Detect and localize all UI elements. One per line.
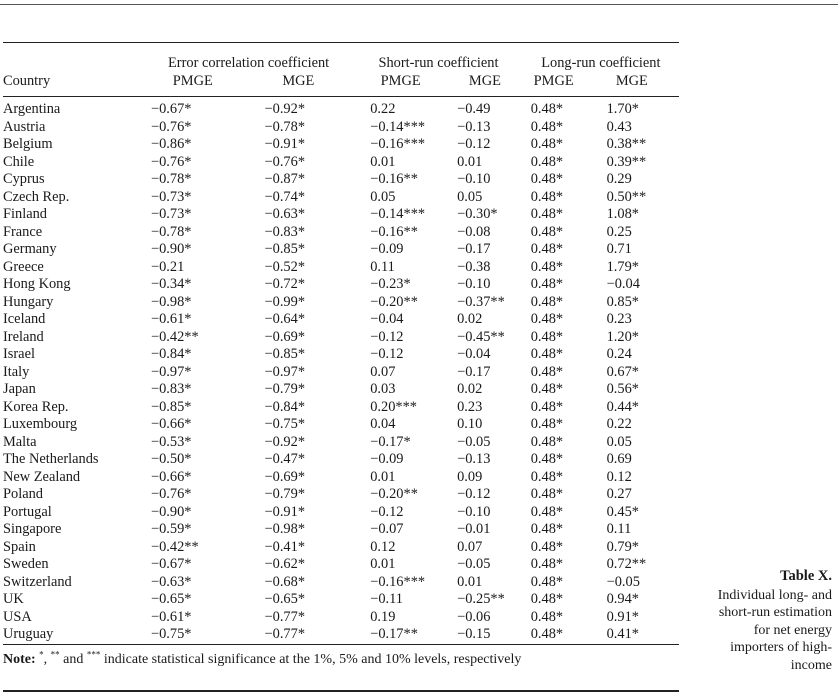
cell-sr-pmge: 0.04 xyxy=(370,416,396,432)
cell-lr-pmge: 0.48* xyxy=(530,626,564,642)
table-row xyxy=(3,574,679,592)
cell-sr-mge: −0.05 xyxy=(457,556,491,572)
cell-ec-mge: −0.74* xyxy=(264,188,306,205)
cell-sr-pmge: −0.20** xyxy=(370,293,418,310)
cell-country: Malta xyxy=(3,433,37,450)
table-row xyxy=(3,486,679,504)
cell-lr-mge: 0.29 xyxy=(606,171,632,187)
cell-ec-pmge: −0.53* xyxy=(151,433,192,450)
cell-country: Luxembourg xyxy=(3,416,78,432)
cell-ec-mge: −0.91* xyxy=(264,136,306,152)
cell-country: The Netherlands xyxy=(3,451,99,467)
cell-sr-mge: 0.02 xyxy=(457,381,483,397)
header-ec-mge: MGE xyxy=(282,72,315,89)
cell-ec-mge: −0.69* xyxy=(264,328,306,345)
cell-ec-pmge: −0.85* xyxy=(151,398,192,415)
cell-ec-mge: −0.79* xyxy=(264,486,306,502)
cell-lr-mge: 1.08* xyxy=(606,206,639,222)
cell-ec-mge: −0.98* xyxy=(264,521,306,537)
cell-sr-pmge: 0.01 xyxy=(370,556,396,572)
cell-ec-pmge: −0.73* xyxy=(151,206,192,222)
cell-sr-mge: −0.10 xyxy=(457,276,491,292)
cell-sr-pmge: 0.11 xyxy=(370,258,395,275)
cell-sr-pmge: −0.17* xyxy=(370,433,411,450)
cell-lr-mge: 1.20* xyxy=(606,328,639,345)
note-sup-1: * xyxy=(39,648,44,659)
cell-ec-mge: −0.64* xyxy=(264,311,306,327)
table-row xyxy=(3,521,679,539)
cell-sr-pmge: 0.05 xyxy=(370,188,396,205)
header-sr-pmge: PMGE xyxy=(380,72,421,89)
cell-sr-pmge: 0.12 xyxy=(370,538,396,555)
cell-country: Italy xyxy=(3,363,30,380)
cell-lr-pmge: 0.48* xyxy=(530,451,564,467)
cell-ec-mge: −0.79* xyxy=(264,381,306,397)
cell-sr-mge: 0.01 xyxy=(457,573,483,590)
cell-lr-mge: 0.44* xyxy=(606,398,639,415)
note-label: Note: xyxy=(3,651,36,667)
cell-ec-pmge: −0.65* xyxy=(151,591,192,607)
cell-sr-pmge: 0.19 xyxy=(370,608,396,625)
cell-lr-mge: 0.79* xyxy=(606,538,639,555)
cell-sr-mge: −0.04 xyxy=(457,346,491,362)
cell-lr-pmge: 0.48* xyxy=(530,433,564,450)
cell-ec-mge: −0.65* xyxy=(264,591,306,607)
cell-lr-mge: 0.39** xyxy=(606,153,647,170)
caption-line: Individual long- and xyxy=(717,587,832,603)
cell-ec-mge: −0.41* xyxy=(264,538,306,555)
cell-country: Sweden xyxy=(3,556,49,572)
table-row xyxy=(3,556,679,574)
cell-lr-pmge: 0.48* xyxy=(530,346,564,362)
cell-lr-mge: −0.04 xyxy=(606,276,640,292)
cell-country: New Zealand xyxy=(3,468,81,485)
cell-lr-pmge: 0.48* xyxy=(530,206,564,222)
cell-lr-mge: 0.43 xyxy=(606,118,632,135)
cell-sr-pmge: −0.16*** xyxy=(370,136,426,152)
cell-lr-mge: 0.45* xyxy=(606,503,639,520)
cell-country: Ireland xyxy=(3,328,44,345)
cell-country: Iceland xyxy=(3,311,46,327)
header-ec-pmge: PMGE xyxy=(172,72,213,89)
cell-sr-pmge: −0.16** xyxy=(370,223,418,240)
cell-ec-pmge: −0.76* xyxy=(151,153,192,170)
header-group-error-correlation: Error correlation coefficient xyxy=(168,55,330,71)
cell-ec-pmge: −0.67* xyxy=(151,556,192,572)
cell-ec-mge: −0.85* xyxy=(264,346,306,362)
cell-lr-mge: 0.23 xyxy=(606,311,632,327)
table-row xyxy=(3,171,679,189)
cell-ec-mge: −0.84* xyxy=(264,398,306,415)
cell-country: Poland xyxy=(3,486,43,502)
table-row xyxy=(3,399,679,417)
cell-ec-mge: −0.77* xyxy=(264,626,306,642)
cell-ec-mge: −0.87* xyxy=(264,171,306,187)
table-row xyxy=(3,136,679,154)
cell-sr-mge: −0.12 xyxy=(457,486,491,502)
table-row xyxy=(3,591,679,609)
cell-country: Japan xyxy=(3,381,36,397)
header-lr-mge: MGE xyxy=(615,72,648,89)
cell-ec-mge: −0.92* xyxy=(264,433,306,450)
table-row xyxy=(3,311,679,329)
cell-sr-mge: −0.30* xyxy=(457,206,498,222)
header-group-row xyxy=(3,43,679,73)
cell-country: UK xyxy=(3,591,24,607)
cell-lr-mge: 1.70* xyxy=(606,101,639,117)
cell-sr-mge: 0.01 xyxy=(457,153,483,170)
cell-lr-pmge: 0.48* xyxy=(530,171,564,187)
cell-sr-mge: −0.17 xyxy=(457,363,491,380)
note-text: indicate statistical significance at the 1%, 5% and 10% levels, respectively xyxy=(100,651,522,667)
cell-sr-mge: 0.07 xyxy=(457,538,483,555)
cell-lr-pmge: 0.48* xyxy=(530,118,564,135)
cell-sr-mge: −0.15 xyxy=(457,626,491,642)
cell-lr-mge: 0.25 xyxy=(606,223,632,240)
cell-lr-mge: 0.56* xyxy=(606,381,639,397)
cell-lr-pmge: 0.48* xyxy=(530,556,564,572)
cell-sr-mge: 0.02 xyxy=(457,311,483,327)
cell-sr-mge: −0.45** xyxy=(457,328,505,345)
cell-ec-mge: −0.83* xyxy=(264,223,306,240)
cell-ec-pmge: −0.78* xyxy=(151,223,192,240)
table-row xyxy=(3,189,679,207)
cell-lr-pmge: 0.48* xyxy=(530,153,564,170)
results-table xyxy=(3,42,679,672)
cell-country: Uruguay xyxy=(3,626,54,642)
cell-lr-mge: 0.67* xyxy=(606,363,639,380)
table-row xyxy=(3,416,679,434)
table-row xyxy=(3,346,679,364)
cell-sr-pmge: 0.07 xyxy=(370,363,396,380)
cell-sr-pmge: −0.09 xyxy=(370,451,404,467)
cell-country: Argentina xyxy=(3,101,61,117)
cell-sr-mge: −0.01 xyxy=(457,521,491,537)
cell-lr-mge: −0.05 xyxy=(606,573,640,590)
cell-ec-pmge: −0.61* xyxy=(151,311,192,327)
cell-sr-mge: −0.37** xyxy=(457,293,505,310)
header-country: Country xyxy=(3,72,51,89)
cell-lr-mge: 0.72** xyxy=(606,556,647,572)
cell-lr-mge: 0.27 xyxy=(606,486,632,502)
cell-sr-pmge: −0.04 xyxy=(370,311,404,327)
cell-ec-pmge: −0.86* xyxy=(151,136,192,152)
cell-sr-mge: −0.06 xyxy=(457,608,491,625)
cell-lr-pmge: 0.48* xyxy=(530,363,564,380)
cell-ec-pmge: −0.84* xyxy=(151,346,192,362)
cell-sr-mge: 0.23 xyxy=(457,398,483,415)
cell-sr-pmge: 0.01 xyxy=(370,468,396,485)
cell-lr-mge: 0.41* xyxy=(606,626,639,642)
cell-sr-mge: −0.12 xyxy=(457,136,491,152)
cell-lr-pmge: 0.48* xyxy=(530,276,564,292)
cell-lr-mge: 0.71 xyxy=(606,241,632,257)
cell-ec-mge: −0.52* xyxy=(264,258,306,275)
cell-sr-pmge: 0.20*** xyxy=(370,398,417,415)
cell-ec-pmge: −0.61* xyxy=(151,608,192,625)
cell-sr-pmge: −0.17** xyxy=(370,626,418,642)
table-body xyxy=(3,97,679,645)
header-group-short-run: Short-run coefficient xyxy=(378,55,499,71)
table-caption xyxy=(682,568,832,675)
cell-lr-pmge: 0.48* xyxy=(530,468,564,485)
note-row xyxy=(3,644,679,672)
cell-ec-pmge: −0.42** xyxy=(151,538,199,555)
cell-sr-pmge: −0.20** xyxy=(370,486,418,502)
cell-ec-mge: −0.62* xyxy=(264,556,306,572)
cell-ec-pmge: −0.97* xyxy=(151,363,192,380)
cell-lr-mge: 0.11 xyxy=(606,521,632,537)
cell-lr-mge: 1.79* xyxy=(606,258,639,275)
cell-country: Cyprus xyxy=(3,171,45,187)
cell-sr-pmge: −0.14*** xyxy=(370,206,426,222)
cell-sr-mge: −0.25** xyxy=(457,591,505,607)
cell-lr-pmge: 0.48* xyxy=(530,538,564,555)
cell-sr-mge: −0.13 xyxy=(457,118,491,135)
cell-lr-mge: 0.38** xyxy=(606,136,647,152)
note-cell xyxy=(3,644,679,672)
table-row xyxy=(3,381,679,399)
cell-lr-pmge: 0.48* xyxy=(530,311,564,327)
table-row xyxy=(3,364,679,382)
caption-line: for net energy xyxy=(753,622,832,638)
cell-ec-pmge: −0.90* xyxy=(151,241,192,257)
cell-lr-pmge: 0.48* xyxy=(530,486,564,502)
cell-ec-pmge: −0.73* xyxy=(151,188,192,205)
table-row xyxy=(3,451,679,469)
table-row xyxy=(3,119,679,137)
cell-country: Austria xyxy=(3,118,46,135)
cell-ec-mge: −0.97* xyxy=(264,363,306,380)
cell-lr-pmge: 0.48* xyxy=(530,608,564,625)
cell-ec-pmge: −0.78* xyxy=(151,171,192,187)
cell-country: Hungary xyxy=(3,293,54,310)
cell-ec-mge: −0.69* xyxy=(264,468,306,485)
caption-line: short-run estimation xyxy=(718,605,832,621)
cell-country: Greece xyxy=(3,258,44,275)
cell-ec-pmge: −0.34* xyxy=(151,276,192,292)
table-row xyxy=(3,434,679,452)
table-row xyxy=(3,224,679,242)
cell-sr-pmge: −0.23* xyxy=(370,276,411,292)
cell-ec-pmge: −0.76* xyxy=(151,118,192,135)
cell-country: Spain xyxy=(3,538,36,555)
table-row xyxy=(3,539,679,557)
cell-country: Finland xyxy=(3,206,47,222)
cell-ec-pmge: −0.21 xyxy=(151,258,185,275)
cell-ec-mge: −0.47* xyxy=(264,451,306,467)
results-table-container xyxy=(3,42,679,672)
cell-sr-mge: −0.17 xyxy=(457,241,491,257)
table-row xyxy=(3,329,679,347)
cell-sr-pmge: −0.16** xyxy=(370,171,418,187)
cell-lr-pmge: 0.48* xyxy=(530,573,564,590)
cell-sr-pmge: 0.22 xyxy=(370,101,396,117)
cell-lr-pmge: 0.48* xyxy=(530,293,564,310)
header-lr-pmge: PMGE xyxy=(533,72,574,89)
cell-sr-pmge: −0.14*** xyxy=(370,118,426,135)
cell-ec-pmge: −0.50* xyxy=(151,451,192,467)
cell-sr-pmge: −0.09 xyxy=(370,241,404,257)
cell-ec-mge: −0.68* xyxy=(264,573,306,590)
table-row xyxy=(3,241,679,259)
caption-line: importers of high- xyxy=(730,640,832,656)
cell-lr-mge: 0.24 xyxy=(606,346,632,362)
cell-sr-mge: −0.10 xyxy=(457,171,491,187)
cell-sr-pmge: 0.03 xyxy=(370,381,396,397)
cell-sr-pmge: −0.12 xyxy=(370,503,404,520)
cell-lr-mge: 0.94* xyxy=(606,591,639,607)
cell-country: Hong Kong xyxy=(3,276,71,292)
cell-country: Singapore xyxy=(3,521,62,537)
cell-lr-pmge: 0.48* xyxy=(530,223,564,240)
cell-ec-pmge: −0.59* xyxy=(151,521,192,537)
header-blank xyxy=(3,43,143,73)
cell-sr-pmge: −0.07 xyxy=(370,521,404,537)
table-row xyxy=(3,276,679,294)
cell-lr-pmge: 0.48* xyxy=(530,136,564,152)
cell-ec-pmge: −0.66* xyxy=(151,416,192,432)
note-sup-2: ** xyxy=(50,648,60,659)
cell-ec-mge: −0.99* xyxy=(264,293,306,310)
cell-sr-mge: −0.38 xyxy=(457,258,491,275)
cell-lr-pmge: 0.48* xyxy=(530,416,564,432)
cell-lr-pmge: 0.48* xyxy=(530,381,564,397)
table-footer xyxy=(3,644,679,672)
cell-country: Chile xyxy=(3,153,35,170)
cell-ec-pmge: −0.76* xyxy=(151,486,192,502)
note-sep: , xyxy=(43,651,51,667)
note-sup-3: *** xyxy=(86,648,101,659)
cell-lr-pmge: 0.48* xyxy=(530,503,564,520)
cell-ec-mge: −0.77* xyxy=(264,608,306,625)
cell-sr-pmge: −0.11 xyxy=(370,591,403,607)
cell-lr-pmge: 0.48* xyxy=(530,188,564,205)
table-row xyxy=(3,504,679,522)
cell-lr-mge: 0.12 xyxy=(606,468,632,485)
cell-ec-mge: −0.63* xyxy=(264,206,306,222)
table-row xyxy=(3,259,679,277)
table-row xyxy=(3,97,679,119)
table-row xyxy=(3,294,679,312)
cell-sr-mge: 0.09 xyxy=(457,468,483,485)
cell-ec-mge: −0.72* xyxy=(264,276,306,292)
cell-ec-mge: −0.85* xyxy=(264,241,306,257)
cell-sr-mge: −0.13 xyxy=(457,451,491,467)
cell-lr-mge: 0.22 xyxy=(606,416,632,432)
cell-lr-pmge: 0.48* xyxy=(530,398,564,415)
cell-lr-mge: 0.69 xyxy=(606,451,632,467)
cell-ec-mge: −0.75* xyxy=(264,416,306,432)
cell-lr-pmge: 0.48* xyxy=(530,101,564,117)
top-rule xyxy=(0,4,838,5)
cell-sr-pmge: −0.16*** xyxy=(370,573,426,590)
cell-lr-mge: 0.91* xyxy=(606,608,639,625)
cell-lr-pmge: 0.48* xyxy=(530,258,564,275)
cell-ec-pmge: −0.83* xyxy=(151,381,192,397)
header-sub-row xyxy=(3,73,679,97)
cell-country: France xyxy=(3,223,43,240)
cell-sr-mge: −0.49 xyxy=(457,101,491,117)
cell-ec-pmge: −0.42** xyxy=(151,328,199,345)
cell-country: Portugal xyxy=(3,503,52,520)
cell-sr-pmge: −0.12 xyxy=(370,346,404,362)
cell-lr-pmge: 0.48* xyxy=(530,591,564,607)
cell-ec-pmge: −0.90* xyxy=(151,503,192,520)
header-group-long-run: Long-run coefficient xyxy=(541,55,661,71)
cell-country: Belgium xyxy=(3,136,53,152)
cell-country: Czech Rep. xyxy=(3,188,70,205)
caption-line: income xyxy=(790,657,832,673)
cell-country: USA xyxy=(3,608,32,625)
cell-sr-pmge: −0.12 xyxy=(370,328,404,345)
cell-ec-pmge: −0.98* xyxy=(151,293,192,310)
bottom-rule xyxy=(3,690,679,692)
cell-country: Israel xyxy=(3,346,35,362)
note-and: and xyxy=(59,651,87,667)
cell-lr-pmge: 0.48* xyxy=(530,241,564,257)
cell-ec-mge: −0.91* xyxy=(264,503,306,520)
cell-ec-pmge: −0.75* xyxy=(151,626,192,642)
cell-lr-mge: 0.85* xyxy=(606,293,639,310)
cell-ec-pmge: −0.66* xyxy=(151,468,192,485)
cell-lr-mge: 0.05 xyxy=(606,433,632,450)
cell-country: Switzerland xyxy=(3,573,72,590)
cell-sr-mge: −0.05 xyxy=(457,433,491,450)
cell-lr-pmge: 0.48* xyxy=(530,328,564,345)
table-row xyxy=(3,609,679,627)
cell-sr-mge: −0.08 xyxy=(457,223,491,240)
table-row xyxy=(3,154,679,172)
cell-lr-mge: 0.50** xyxy=(606,188,647,205)
cell-ec-pmge: −0.63* xyxy=(151,573,192,590)
cell-ec-pmge: −0.67* xyxy=(151,101,192,117)
table-header xyxy=(3,43,679,97)
table-row xyxy=(3,469,679,487)
cell-lr-pmge: 0.48* xyxy=(530,521,564,537)
cell-ec-mge: −0.78* xyxy=(264,118,306,135)
cell-sr-mge: 0.10 xyxy=(457,416,483,432)
cell-ec-mge: −0.76* xyxy=(264,153,306,170)
cell-ec-mge: −0.92* xyxy=(264,101,306,117)
table-row xyxy=(3,206,679,224)
cell-country: Germany xyxy=(3,241,57,257)
header-sr-mge: MGE xyxy=(468,72,501,89)
caption-title: Table X. xyxy=(780,568,832,584)
cell-sr-mge: −0.10 xyxy=(457,503,491,520)
cell-country: Korea Rep. xyxy=(3,398,69,415)
cell-sr-mge: 0.05 xyxy=(457,188,483,205)
table-row xyxy=(3,626,679,644)
cell-sr-pmge: 0.01 xyxy=(370,153,396,170)
